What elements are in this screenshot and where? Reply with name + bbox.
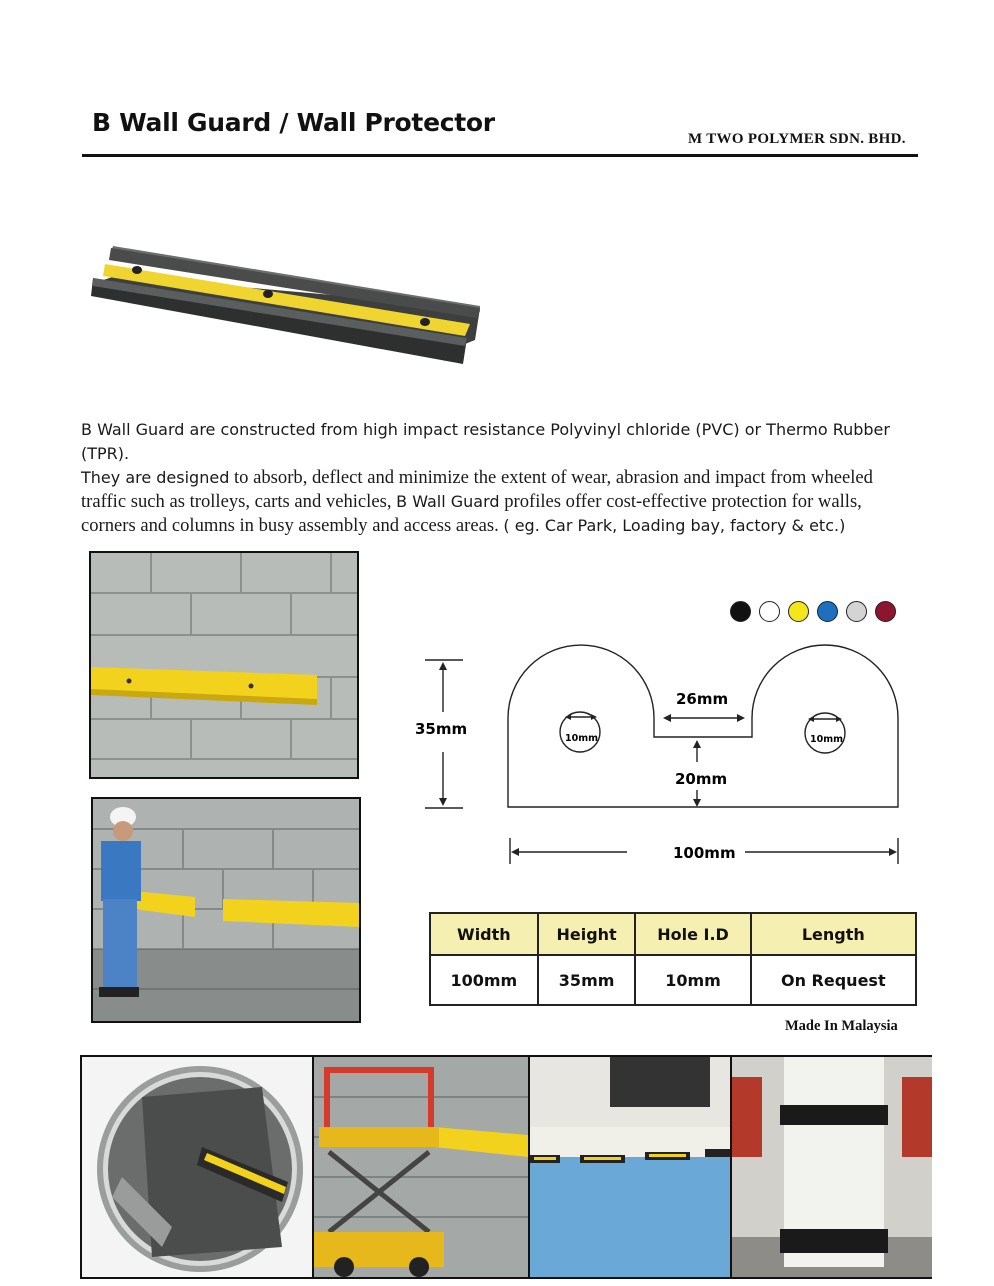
photo-worker-installing bbox=[91, 797, 361, 1023]
color-swatch-maroon bbox=[875, 601, 896, 622]
photo-corner-guard-closeup bbox=[82, 1057, 314, 1277]
width-label: 100mm bbox=[673, 844, 736, 862]
description-line-3a: traffic such as trolleys, carts and vehicles, bbox=[81, 491, 397, 512]
spec-value-height: 35mm bbox=[538, 955, 636, 1005]
color-swatch-grey bbox=[846, 601, 867, 622]
photo-column-protector bbox=[732, 1057, 932, 1277]
description-emphasis: They are designed bbox=[81, 468, 230, 487]
application-photo-strip bbox=[80, 1055, 932, 1279]
height-label: 35mm bbox=[415, 720, 468, 738]
company-name: M TWO POLYMER SDN. BHD. bbox=[688, 131, 906, 147]
color-options bbox=[730, 601, 896, 622]
product-description bbox=[81, 418, 941, 538]
description-line-1: B Wall Guard are constructed from high impact resistance Polyvinyl chloride (PVC) or Thermo Rubber (TPR). bbox=[81, 420, 890, 463]
base-label: 20mm bbox=[675, 770, 728, 788]
spec-header-length: Length bbox=[751, 913, 916, 955]
gap-label: 26mm bbox=[676, 690, 729, 708]
spec-value-width: 100mm bbox=[430, 955, 538, 1005]
hole-right-label: 10mm bbox=[810, 734, 844, 745]
color-swatch-blue bbox=[817, 601, 838, 622]
spec-value-row bbox=[430, 955, 916, 1005]
description-line-4a: corners and columns in busy assembly and access areas. bbox=[81, 515, 504, 536]
profile-dimension-diagram bbox=[405, 640, 925, 880]
photo-loading-bay bbox=[530, 1057, 732, 1277]
spec-header-row bbox=[430, 913, 916, 955]
page-title: B Wall Guard / Wall Protector bbox=[92, 108, 495, 137]
spec-header-hole: Hole I.D bbox=[635, 913, 750, 955]
description-product-name: B Wall Guard bbox=[396, 492, 500, 511]
spec-header-height: Height bbox=[538, 913, 636, 955]
photo-scissor-lift bbox=[314, 1057, 530, 1277]
color-swatch-yellow bbox=[788, 601, 809, 622]
made-in-label: Made In Malaysia bbox=[785, 1018, 898, 1034]
spec-table bbox=[429, 912, 917, 1006]
description-line-3c: profiles offer cost-effective protection for walls, bbox=[499, 491, 862, 512]
header-rule bbox=[82, 154, 918, 157]
spec-value-length: On Request bbox=[751, 955, 916, 1005]
description-line-2: to absorb, deflect and minimize the extent of wear, abrasion and impact from wheeled bbox=[229, 467, 873, 488]
hole-left-label: 10mm bbox=[565, 733, 599, 744]
color-swatch-white bbox=[759, 601, 780, 622]
product-image-wall-guard bbox=[85, 238, 485, 368]
photo-installed-wall-guard bbox=[89, 551, 359, 779]
spec-value-hole: 10mm bbox=[635, 955, 750, 1005]
description-examples: ( eg. Car Park, Loading bay, factory & etc.) bbox=[503, 516, 846, 535]
spec-header-width: Width bbox=[430, 913, 538, 955]
color-swatch-black bbox=[730, 601, 751, 622]
